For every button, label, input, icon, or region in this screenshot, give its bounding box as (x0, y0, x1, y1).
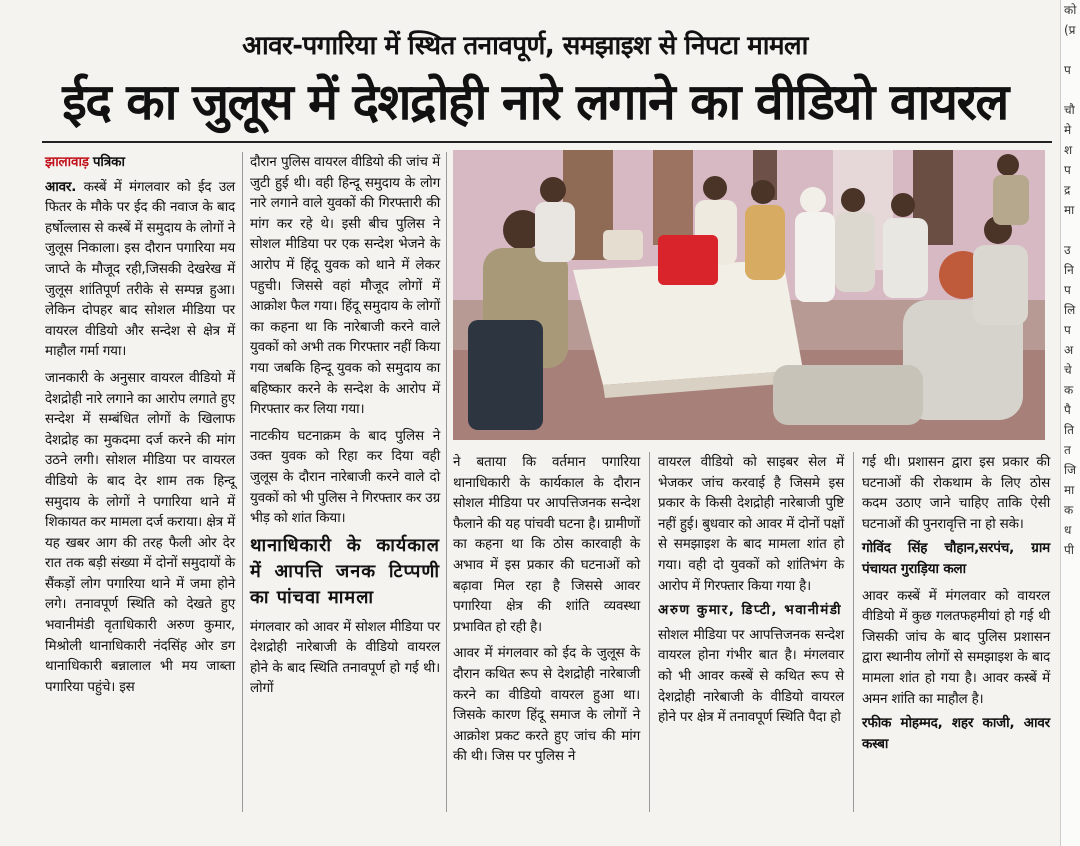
paragraph: वायरल वीडियो को साइबर सेल में भेजकर जांच करवाई है जिसमे इस प्रकार के किसी देशद्रोही नारेबाजी पुष्टि नहीं हुई। बुधवार को आवर में दोनों पक्षों से समझाइश के बाद मामला शांत हो गया। वही दो युवकों को शांतिभंग के आरोप में गिरफ्तार किया गया है। (658, 454, 844, 594)
quote-attribution: अरुण कुमार, डिप्टी, भवानीमंडी (658, 602, 842, 619)
paragraph: ने बताया कि वर्तमान पगारिया थानाधिकारी के कार्यकाल के दौरान सोशल मीडिया पर आपत्तिजनक सन्देश फैलाने की यह पांचवी घटना है। ग्रामीणों का कहना था कि ठोस कारवाही के अभाव में इस प्रकार की घटनाओं को बढ़ावा मिल रहा है जिससे आवर पगारिया क्षेत्र की शांति व्यवस्था प्रभावित हो रही है। (453, 454, 640, 635)
paragraph-text: कस्बें में मंगलवार को ईद उल फितर के मौके पर ईद की नवाज के बाद हर्षोल्लास से कस्बें में समुदाय के लोगों ने जुलूस निकाला। इस दौरान पगारिया मय जाप्ते के मौजूद रही,जिसकी देखरेख में जुलूस शांतिपूर्ण तरीके से सम्पन्न हुआ। लेकिन दोपहर बाद सोशल मीडिया पर वायरल वीडियो और सन्देश से क्षेत्र में माहौल गर्मा गया। (45, 178, 236, 360)
subheading: थानाधिकारी के कार्यकाल में आपत्ति जनक टिप्पणी का पांचवा मामला (250, 534, 440, 608)
meeting-photo-illustration (453, 150, 1045, 440)
paragraph: गई थी। प्रशासन द्वारा इस प्रकार की घटनाओं की रोकथाम के लिए ठोस कदम उठाए जाने चाहिए ताकि ऐसी घटनाओं की पुनरावृत्ति ना हो सके। (862, 454, 1050, 532)
paragraph: आवर कस्बें में मंगलवार को वायरल वीडियो में कुछ गलतफहमीयां हो गई थी जिसकी जांच के बाद पुलिस प्रशासन द्वारा स्थानीय लोगों से समझाइश के बाद मामला शांत हो गया है। आवर कस्बें में अमन शांति का माहौल है। (862, 587, 1050, 707)
meeting-photo (453, 150, 1045, 440)
paragraph: नाटकीय घटनाक्रम के बाद पुलिस ने उक्त युवक को रिहा कर दिया वही जुलूस के दौरान नारेबाजी करने वाले दो युवकों को भी पुलिस ने गिरफ्तार कर उग्र भीड़ को शांत किया। (250, 427, 440, 527)
dateline-paper: पत्रिका (92, 154, 125, 170)
article-column-1 (45, 152, 235, 699)
adjacent-page-edge: को (प्र प चौ मे श प द्र मा उ नि प लि प अ चे क पै ति त जि मा क ध पी (1060, 0, 1080, 846)
headline: ईद का जुलूस में देशद्रोही नारे लगाने का वीडियो वायरल (62, 73, 1008, 131)
kicker: आवर-पगारिया में स्थित तनावपूर्ण, समझाइश से निपटा मामला (242, 31, 808, 61)
place-name: आवर. (45, 178, 77, 195)
paragraph: मंगलवार को आवर में सोशल मीडिया पर देशद्रोही नारेबाजी के वीडियो वायरल होने के बाद स्थिति तनावपूर्ण हो गई थी। लोगों (250, 618, 440, 697)
paragraph: सोशल मीडिया पर आपत्तिजनक सन्देश वायरल होना गंभीर बात है। मंगलवार को भी आवर कस्बें से कथित रूप से देशद्रोही नारेबाजी के वीडियो वायरल होने पर क्षेत्र में तनावपूर्ण स्थिति पैदा हो (658, 626, 844, 726)
column-divider (649, 452, 650, 812)
column-divider (242, 152, 243, 812)
column-divider (446, 152, 447, 812)
paragraph: आवर में मंगलवार को ईद के जुलूस के दौरान कथित रूप से देशद्रोही नारेबाजी करने का वीडियो वायरल हुआ था। जिसके कारण हिंदू समाज के लोगों ने आक्रोश प्रकट करते हुए जांच की मांग की थी। जिस पर पुलिस ने (453, 645, 640, 765)
dateline-city: झालावाड़ (45, 154, 89, 170)
quote-attribution: रफीक मोहम्मद, शहर काजी, आवर कस्बा (862, 715, 1050, 752)
next-headline-fragment (40, 822, 1055, 846)
paragraph (45, 177, 235, 362)
paragraph: जानकारी के अनुसार वायरल वीडियो में देशद्रोही नारे लगाने का आरोप लगाते हुए सन्देश में सम्बंधित लोगों के खिलाफ देशद्रोह का मुकदमा दर्ज करने की मांग उठने लगी। सोशल मीडिया पर वायरल वीडियो के बाद देर शाम तक हिन्दू समुदाय के लोगों ने पगारिया थाने में शिकायत कर मामला दर्ज कराया। क्षेत्र में यह खबर आग की तरह फैली ओर देर रात तक बड़ी संख्या में दोनों समुदायों के सैंकड़ों लोग पगारिया थाने में जमा होने लगे। तनावपूर्ण स्थिति को देखते हुए भवानीमंडी वृताधिकारी अरुण कुमार, मिश्रोली थानाधिकारी नंदसिंह ओर डग थानाधिकारी बन्नालाल भी मय जाब्ता पगारिया पहुंचे। इस (45, 369, 235, 695)
quote-attribution: गोविंद सिंह चौहान,सरपंच, ग्राम पंचायत गुराड़िया कला (862, 540, 1050, 577)
dateline (45, 152, 235, 173)
column-divider (853, 452, 854, 812)
article-column-4 (658, 452, 844, 730)
article-column-3 (453, 452, 640, 769)
article-column-2 (250, 152, 440, 701)
headline-rule (42, 141, 1052, 143)
paragraph: दौरान पुलिस वायरल वीडियो की जांच में जुटी हुई थी। वही हिन्दू समुदाय के लोग नारे लगाने वाले युवकों की गिरफ्तारी की मांग कर रहे थे। इसी बीच पुलिस ने सोशल मीडिया पर एक सन्देश भेजने के आरोप में हिंदू युवक को थाने में लेकर पहुची। जिससे वहां मौजूद लोगों में आक्रोश फैल गया। हिंदू समुदाय के लोगों का कहना था कि नारेबाजी करने वाले युवकों को अभी तक गिरफ्तार नहीं किया गया जबकि हिन्दू युवक को समुदाय का बहिष्कार करने के सन्देश के आरोप में गिरफ्तार कर लिया गया। (250, 154, 440, 418)
article-column-5 (862, 452, 1050, 758)
